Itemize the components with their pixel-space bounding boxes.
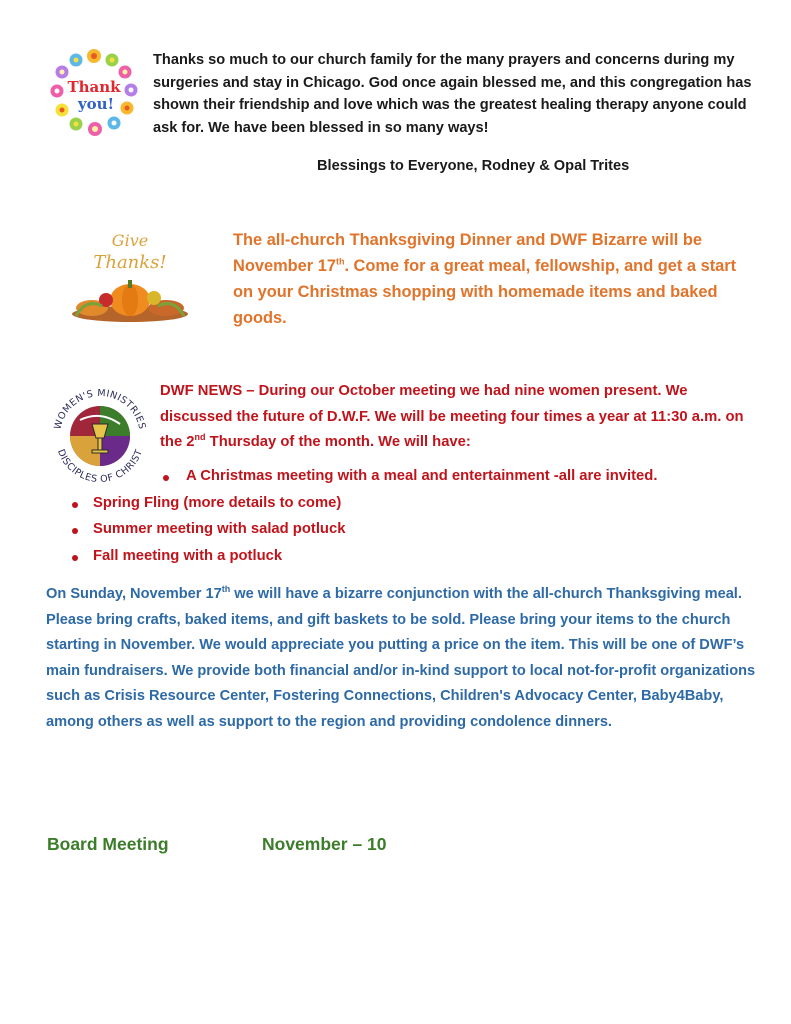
dinner-text-sup: th — [335, 256, 345, 267]
thank-you-message: Thanks so much to our church family for the many prayers and concerns during my surgeries and stay in Chicago. God once again blessed me, and this congregation has shown their friendship and love which was the greatest healing therapy anyone could ask for. We have been blessed in so many ways! — [153, 52, 752, 136]
bullet-dot — [72, 555, 78, 561]
dwf-intro-sup: nd — [194, 432, 206, 443]
bizarre-announcement — [46, 582, 756, 736]
dwf-bullet-item: Fall meeting with a potluck — [93, 548, 283, 564]
bullet-dot — [72, 502, 78, 508]
womens-ministries-logo — [44, 380, 156, 486]
chalice-emblem-icon — [70, 406, 130, 466]
thank-you-signature: Blessings to Everyone, Rodney & Opal Trites — [317, 158, 630, 174]
dwf-bullet-item: A Christmas meeting with a meal and entertainment -all are invited. — [186, 468, 658, 484]
give-thanks-line2: Thanks! — [93, 252, 167, 273]
board-meeting-date: November – 10 — [262, 834, 387, 854]
dwf-intro-part2: Thursday of the month. We will have: — [205, 434, 471, 450]
board-meeting-label: Board Meeting — [47, 834, 169, 854]
badge-thank-text: Thank — [67, 78, 121, 96]
bizarre-text-part1: On Sunday, November 17 — [46, 586, 222, 602]
bullet-dot — [72, 528, 78, 534]
give-thanks-line1: Give — [111, 231, 149, 250]
dinner-text-part1: The all-church Thanksgiving Dinner and DWF Bizarre will be November 17 — [233, 231, 703, 275]
dinner-text-part2: . Come for a great meal, fellowship, and get a start on your Christmas shopping with homemade items and baked goods. — [233, 257, 737, 327]
thanksgiving-dinner-announcement — [233, 227, 753, 331]
bullet-dot — [163, 475, 169, 481]
bizarre-text-sup: th — [221, 584, 231, 595]
dwf-bullet-item: Summer meeting with salad potluck — [93, 521, 346, 537]
dwf-bullet-item: Spring Fling (more details to come) — [93, 495, 342, 511]
badge-you-text: you! — [77, 95, 115, 113]
dwf-intro-part1: DWF NEWS – During our October meeting we had nine women present. We discussed the future of D.W.F. We will be meeting four times a year at 11:30 a.m. on the 2 — [160, 383, 744, 450]
give-thanks-harvest-image — [66, 222, 194, 328]
logo-text-top: WOMEN'S MINISTRIES — [52, 387, 148, 431]
logo-text-bottom: DISCIPLES OF CHRIST — [54, 447, 146, 486]
thank-you-flower-wreath-image — [48, 44, 140, 140]
dwf-news-intro — [160, 379, 760, 456]
bizarre-text-part2: we will have a bizarre conjunction with the all-church Thanksgiving meal. Please bring crafts, baked items, and gift baskets to be sold. Please bring your items to the church starting in November. We would appreciate you putting a price on the item. This will be one of DWF’s main fundraisers. We provide both financial and/or in-kind support to local not-for-profit organizations such as Crisis Resource Center, Fostering Connections, Children's Advocacy Center, Baby4Baby, among others as well as support to the region and providing condolence dinners. — [46, 586, 756, 730]
harvest-cornucopia-icon — [72, 280, 188, 322]
